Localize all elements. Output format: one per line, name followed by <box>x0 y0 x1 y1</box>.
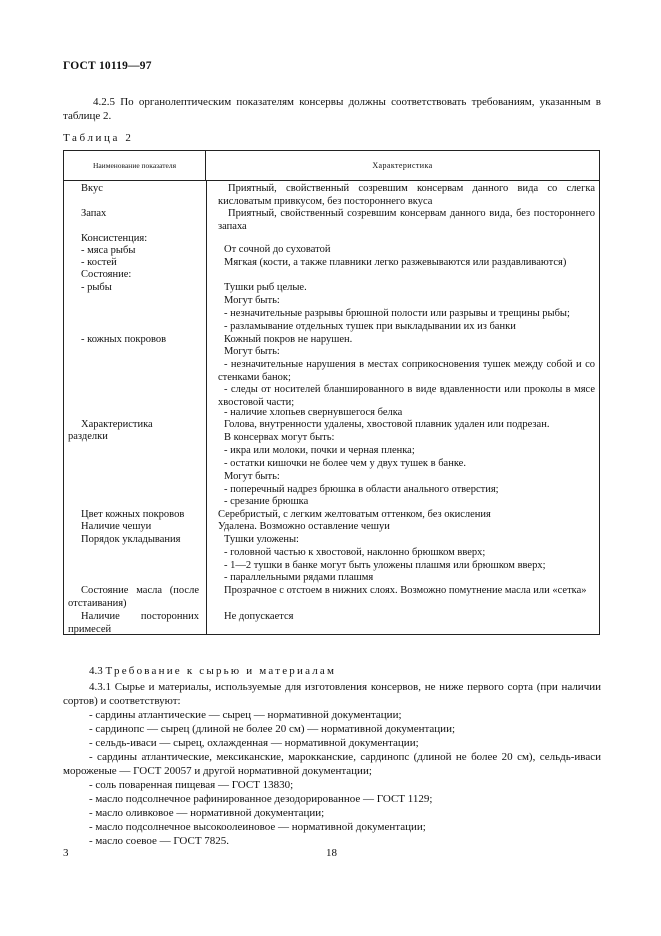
section-title: Требование к сырью и материалам <box>105 665 337 677</box>
row-char-cut-1: Голова, внутренности удалены, хвостовой плавник удален или подрезан. <box>224 419 550 430</box>
row-char-fish-3: - незначительные разрывы брюшной полости или разрывы и трещины рыбы; <box>224 308 570 319</box>
row-char-cut-5: Могут быть: <box>224 471 280 482</box>
row-name-consistency: Консистенция: <box>81 233 148 244</box>
intro-paragraph: 4.2.5 По органолептическим показателям консервы должны соответствовать требованиям, указанным в таблице 2. <box>63 96 601 122</box>
row-name-fish: - рыбы <box>81 282 112 293</box>
row-name-skin-color: Цвет кожных покровов <box>81 509 185 520</box>
column-header-indicator: Наименование показателя <box>64 151 206 180</box>
row-char-bones: Мягкая (кости, а также плавники легко разжевываются или раздавливаются) <box>224 257 567 268</box>
row-char-fish-1: Тушки рыб целые. <box>224 282 307 293</box>
section-number: 4.3 <box>89 665 103 677</box>
row-name-cutting-cont: разделки <box>68 431 108 442</box>
row-name-cutting: Характеристика <box>81 419 153 430</box>
row-char-smell: Приятный, свойственный созревшим консервам данного вида, без постороннего запаха <box>218 208 595 232</box>
row-char-lay-4: - параллельными рядами плашмя <box>224 572 374 583</box>
row-char-cut-6: - поперечный надрез брюшка в области анального отверстия; <box>224 484 499 495</box>
row-name-oil: Состояние масла (после отстаивания) <box>68 585 199 609</box>
table-caption: Таблица 2 <box>63 132 134 144</box>
page-number: 18 <box>326 847 337 859</box>
row-char-impurities: Не допускается <box>224 611 294 622</box>
section-heading <box>89 665 336 677</box>
row-char-lay-3: - 1—2 тушки в банке могут быть уложены плашмя или брюшком вверх; <box>224 560 546 571</box>
list-item: - масло соевое — ГОСТ 7825. <box>89 835 230 847</box>
column-header-characteristic: Характеристика <box>372 161 433 170</box>
list-item: - масло подсолнечное высокоолеиновое — нормативной документации; <box>89 821 426 833</box>
row-name-bones: - костей <box>81 257 117 268</box>
row-char-cut-7: - срезание брюшка <box>224 496 309 507</box>
row-char-skin-2: Могут быть: <box>224 346 280 357</box>
row-char-fish-4: - разламывание отдельных тушек при выкладывании их из банки <box>224 321 516 332</box>
row-name-laying: Порядок укладывания <box>81 534 181 545</box>
row-char-taste: Приятный, свойственный созревшим консервам данного вида со слегка кисловатым привкусом, без постороннего вкуса <box>218 183 595 207</box>
row-char-scales: Удалена. Возможно оставление чешуи <box>218 521 390 532</box>
row-char-skin-color: Серебристый, с легким желтоватым оттенком, без окисления <box>218 509 491 520</box>
row-char-lay-1: Тушки уложены: <box>224 534 299 545</box>
footer-left-number: 3 <box>63 847 69 859</box>
section-paragraph-2: - сардины атлантические, мексиканские, марокканские, сардинопс (длиной не более 20 см), сельдь-иваси мороженые — ГОСТ 20057 и другой нормативной документации; <box>63 751 601 777</box>
row-char-skin-4: - следы от носителей бланшированного в виде вдавленности или проколы в мясе хвостовой части; <box>218 384 595 408</box>
row-char-fish-meat: От сочной до суховатой <box>224 244 331 255</box>
row-char-cut-2: В консервах могут быть: <box>224 432 335 443</box>
row-char-fish-2: Могут быть: <box>224 295 280 306</box>
row-name-taste: Вкус <box>81 183 103 194</box>
list-item: - сардины атлантические — сырец — нормативной документации; <box>89 709 402 721</box>
column-divider <box>206 181 207 634</box>
list-item: - сельдь-иваси — сырец, охлажденная — нормативной документации; <box>89 737 419 749</box>
table-body <box>63 181 600 635</box>
row-char-lay-2: - головной частью к хвостовой, наклонно брюшком вверх; <box>224 547 486 558</box>
row-char-skin-1: Кожный покров не нарушен. <box>224 334 353 345</box>
row-name-impurities: Наличие посторонних примесей <box>68 611 199 635</box>
section-paragraph-1: 4.3.1 Сырье и материалы, используемые для изготовления консервов, не ниже первого сорта (при наличии сортов) и соответствуют: <box>63 681 601 707</box>
row-char-skin-3: - незначительные нарушения в местах соприкосновения тушек между собой и со стенками банок; <box>218 359 595 383</box>
row-name-skin: - кожных покровов <box>81 334 167 345</box>
list-item: - масло оливковое — нормативной документации; <box>89 807 325 819</box>
row-name-condition: Состояние: <box>81 269 132 280</box>
list-item: - соль поваренная пищевая — ГОСТ 13830; <box>89 779 294 791</box>
list-item: - масло подсолнечное рафинированное дезодорированное — ГОСТ 1129; <box>89 793 433 805</box>
document-code: ГОСТ 10119—97 <box>63 60 152 72</box>
row-char-cut-3: - икра или молоки, почки и черная пленка; <box>224 445 415 456</box>
row-char-oil: Прозрачное с отстоем в нижних слоях. Возможно помутнение масла или «сетка» <box>224 585 587 596</box>
row-name-fish-meat: - мяса рыбы <box>81 245 136 256</box>
list-item: - сардинопс — сырец (длиной не более 20 см) — нормативной документации; <box>89 723 456 735</box>
row-name-smell: Запах <box>81 208 107 219</box>
row-char-skin-5: - наличие хлопьев свернувшегося белка <box>224 407 403 418</box>
table-header <box>63 150 600 181</box>
row-name-scales: Наличие чешуи <box>81 521 152 532</box>
row-char-cut-4: - остатки кишочки не более чем у двух тушек в банке. <box>224 458 466 469</box>
